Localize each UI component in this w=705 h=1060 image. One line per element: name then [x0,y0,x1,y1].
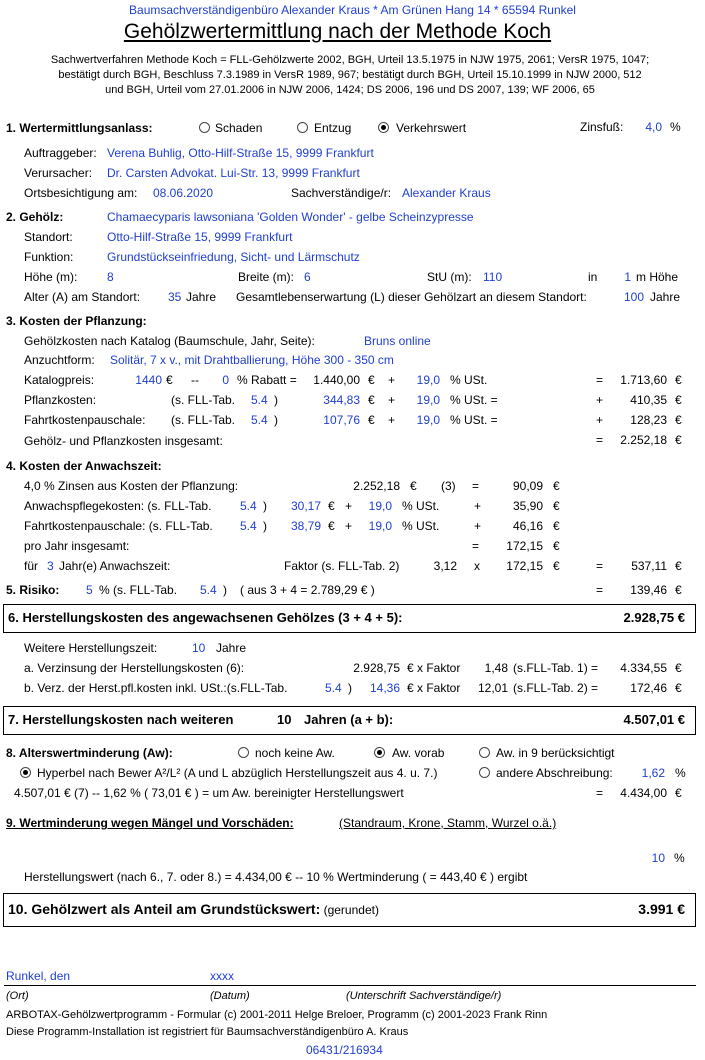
verzinsung-a-faktor: 1,48 [484,661,508,675]
euro-sign: € [675,373,682,387]
euro-sign: € [675,583,682,597]
verzinsung-b-tab2: (s.FLL-Tab. 2) = [513,681,599,695]
radio-entzug-label: Entzug [314,121,352,135]
plus-sign: + [345,519,353,533]
section6-result: 2.928,75 € [623,610,685,625]
stu-label: StU (m): [427,270,472,284]
funktion-label: Funktion: [24,250,74,264]
plus-sign: + [596,393,604,407]
auftraggeber-label: Auftraggeber: [24,146,97,160]
verzinsung-a-result: 4.334,55 [620,661,667,675]
plus-sign: + [474,519,482,533]
total-fahrt: 128,23 [630,413,667,427]
euro-sign: € [553,559,560,573]
pro-jahr-label: pro Jahr insgesamt: [24,539,130,553]
pflanz-tab-value[interactable]: 5.4 [251,393,268,407]
legal-basis-2: bestätigt durch BGH, Beschluss 7.3.1989 in VersR 1989, 967; bestätigt durch BGH, Urteil 15.10.1999 in NJW 2000, 512 [58,69,642,81]
euro-sign: € [368,373,375,387]
equals-sign: = [472,479,480,493]
risiko-tab[interactable]: 5.4 [200,583,217,597]
section2-heading: 2. Gehölz: [6,210,64,224]
faktor-value: 3,12 [433,559,457,573]
paren-close: ) [223,583,227,597]
weitere-zeit-value[interactable]: 10 [192,641,206,655]
plus-sign: + [345,499,353,513]
euro-sign: € [675,661,682,675]
sachverstaendiger-label: Sachverständige/r: [291,186,392,200]
zinsfuss-value[interactable]: 4,0 [645,120,662,134]
herstellungswert-line: Herstellungswert (nach 6., 7. oder 8.) = 4.434,00 € -- 10 % Wertminderung ( = 443,40 € ) ergibt [24,870,528,884]
total-katalog: 1.713,60 [620,373,667,387]
euro-sign: € [166,373,173,387]
anwachszeit-jahre[interactable]: 3 [47,559,54,573]
alterswert-line: 4.507,01 € (7) -- 1,62 % ( 73,01 € ) = um Aw. bereinigter Herstellungswert [14,786,404,800]
pflanzkosten-label: Pflanzkosten: [24,393,97,407]
hoehe-label: Höhe (m): [24,270,78,284]
verursacher-label: Verursacher: [24,166,93,180]
section8-heading: 8. Alterswertminderung (Aw): [6,746,173,760]
euro-sign: € [675,413,682,427]
breite-label: Breite (m): [238,270,295,284]
euro-sign: € [675,559,682,573]
total-pflanz: 410,35 [630,393,667,407]
anwachs-fahrt-netto[interactable]: 38,79 [290,519,321,533]
euro-sign: € [553,519,560,533]
registration-line: Diese Programm-Installation ist registriert für Baumsachverständigenbüro A. Kraus [6,1026,409,1038]
auftraggeber-value[interactable]: Verena Buhlig, Otto-Hilf-Straße 15, 9999 Frankfurt [107,146,374,160]
office-line: Baumsachverständigenbüro Alexander Kraus * Am Grünen Hang 14 * 65594 Runkel [129,3,576,17]
verzinsung-b-netto[interactable]: 14,36 [369,681,400,695]
breite-value[interactable]: 6 [304,270,311,284]
in-label: in [588,270,598,284]
standort-label: Standort: [24,230,73,244]
radio-andere[interactable] [479,767,490,778]
anwachs-fahrt-label: Fahrtkostenpauschale: (s. FLL-Tab. [24,519,213,533]
verzinsung-a-base: 2.928,75 [353,661,400,675]
zinsen-base: 2.252,18 [353,479,400,493]
ust-label: % USt. = [450,413,498,427]
fahrt-netto[interactable]: 107,76 [323,413,360,427]
anwachspflege-label: Anwachspflegekosten: (s. FLL-Tab. [24,499,212,513]
anzucht-value[interactable]: Solitär, 7 x v., mit Drahtballierung, Höhe 300 - 350 cm [110,353,394,367]
rabatt-value[interactable]: 0 [222,373,229,387]
radio-verkehrswert-label: Verkehrswert [396,121,467,135]
paren-close: ) [274,413,278,427]
gesamtleben-label: Gesamtlebenserwartung (L) dieser Gehölzart an diesem Standort: [236,290,587,304]
radio-aw-vorab[interactable] [374,747,385,758]
fll-tab-label: (s. FLL-Tab. [171,413,236,427]
zinsen-ref: (3) [441,479,456,493]
radio-hyperbel-label: Hyperbel nach Bewer A²/L² (A und L abzüglich Herstellungszeit aus 4. u. 7.) [37,766,438,780]
risiko-label: % (s. FLL-Tab. [99,583,178,597]
section1-heading: 1. Wertermittlungsanlass: [6,121,153,135]
euro-sign: € [410,479,417,493]
anwachskosten-result: 537,11 [631,559,667,573]
equals-sign: = [596,373,604,387]
paren-close: ) [263,519,267,533]
euro-sign: € [328,519,335,533]
gehoelz-value[interactable]: Chamaecyparis lawsoniana 'Golden Wonder' - gelbe Scheinzypresse [107,210,474,224]
verzinsung-b-faktor-label: € x Faktor [407,681,461,695]
gesamtleben-unit: Jahre [650,290,681,304]
stu-value[interactable]: 110 [483,270,503,284]
katalog-label: Gehölzkosten nach Katalog (Baumschule, Jahr, Seite): [24,334,315,348]
section9-detail: (Standraum, Krone, Stamm, Wurzel o.ä.) [339,816,557,830]
times-sign: x [474,559,480,573]
anwachspflege-tab[interactable]: 5.4 [240,499,257,513]
ort-value[interactable]: Runkel, den [6,969,71,983]
verzinsung-b-faktor: 12,01 [477,681,508,695]
plus-sign: + [596,413,604,427]
zinsfuss-label: Zinsfuß: [580,120,624,134]
ust-fahrt[interactable]: 19,0 [416,413,440,427]
risiko-pct[interactable]: 5 [86,583,93,597]
euro-sign: € [553,539,560,553]
hoehe-value[interactable]: 8 [107,270,114,284]
phone-number: 06431/216934 [306,1043,383,1057]
copyright-line: ARBOTAX-Gehölzwertprogramm - Formular (c) 2001-2011 Helge Breloer, Programm (c) 2001-2023 Frank Rinn [6,1009,548,1021]
section10-note: (gerundet) [323,903,379,917]
zinsfuss-unit: % [670,120,681,134]
gesamtleben-value[interactable]: 100 [624,290,645,304]
abschreibung-unit: % [675,766,686,780]
alterswert-result: 4.434,00 [620,786,667,800]
gesamtkosten-label: Gehölz- und Pflanzkosten insgesamt: [24,434,223,448]
fahrt-tab-value[interactable]: 5.4 [251,413,268,427]
verzinsung-b-result: 172,46 [630,681,667,695]
section10-heading-wrap [8,902,379,917]
gesamtkosten-value: 2.252,18 [620,433,667,447]
radio-keine-aw[interactable] [238,747,249,758]
ust-pflanz[interactable]: 19,0 [416,393,440,407]
wertminderung-pct[interactable]: 10 [651,851,665,865]
dash-separator: -- [191,373,199,387]
messhoehe-unit: m Höhe [636,270,679,284]
paren-close: ) [348,681,352,695]
plus-sign: + [474,499,482,513]
netto-katalog: 1.440,00 [313,373,360,387]
section3-heading: 3. Kosten der Pflanzung: [6,314,147,328]
euro-sign: € [368,413,375,427]
euro-sign: € [675,433,682,447]
legal-basis-3: und BGH, Urteil vom 27.01.2006 in NJW 2006, 1424; DS 2006, 196 und DS 2007, 139; WF 2006, 65 [105,84,595,96]
section10-result: 3.991 € [638,901,685,917]
anwachs-fahrt-value: 46,16 [512,519,543,533]
paren-close: ) [263,499,267,513]
section10-heading: 10. Gehölzwert als Anteil am Grundstückswert: [8,901,321,917]
rabatt-label: % Rabatt = [237,373,297,387]
faktor-label: Faktor (s. FLL-Tab. 2) [284,559,400,573]
pro-jahr-value: 172,15 [506,539,543,553]
radio-aw-in-9[interactable] [479,747,490,758]
verzinsung-b-label: b. Verz. der Herst.pfl.kosten inkl. USt.:(s.FLL-Tab. [24,681,288,695]
fll-tab-label: (s. FLL-Tab. [171,393,236,407]
risiko-result: 139,46 [630,583,667,597]
zinsen-value: 90,09 [512,479,543,493]
section7-heading-end: Jahren (a + b): [304,712,394,727]
funktion-value[interactable]: Grundstückseinfriedung, Sicht- und Lärmschutz [107,250,360,264]
section7-result: 4.507,01 € [623,712,685,727]
ust-label: % USt. [402,519,440,533]
equals-sign: = [472,539,480,553]
legal-basis-1: Sachwertverfahren Methode Koch = FLL-Gehölzwerte 2002, BGH, Urteil 13.5.1975 in NJW 1975, 2061; VersR 1975, 1047; [50,54,650,66]
section7-heading: 7. Herstellungskosten nach weiteren [8,712,234,727]
verzinsung-b-tab[interactable]: 5.4 [325,681,342,695]
weitere-zeit-unit: Jahre [216,641,247,655]
anwachspflege-ust[interactable]: 19,0 [368,499,392,513]
alter-value[interactable]: 35 [168,290,182,304]
messhoehe-value[interactable]: 1 [624,270,631,284]
ust-katalog[interactable]: 19,0 [416,373,440,387]
ust-label: % USt. [450,373,488,387]
radio-andere-label: andere Abschreibung: [496,766,613,780]
besichtigung-label: Ortsbesichtigung am: [24,186,138,200]
anwachs-fahrt-ust[interactable]: 19,0 [368,519,392,533]
anwachspflege-netto[interactable]: 30,17 [290,499,321,513]
verzinsung-a-label: a. Verzinsung der Herstellungskosten (6): [24,661,245,675]
ort-caption: (Ort) [6,990,29,1002]
radio-entzug[interactable] [297,122,308,133]
section5-heading: 5. Risiko: [6,583,60,597]
verzinsung-a-faktor-label: € x Faktor [407,661,461,675]
euro-sign: € [553,499,560,513]
datum-value[interactable]: xxxx [210,969,234,983]
euro-sign: € [675,786,682,800]
section7-jahre: 10 [277,712,292,727]
radio-verkehrswert[interactable] [378,122,389,133]
abschreibung-value[interactable]: 1,62 [641,766,665,780]
section6-heading: 6. Herstellungskosten des angewachsenen Gehölzes (3 + 4 + 5): [8,610,403,625]
weitere-zeit-label: Weitere Herstellungszeit: [24,641,158,655]
zinsen-label: 4,0 % Zinsen aus Kosten der Pflanzung: [24,479,239,493]
ust-label: % USt. [402,499,440,513]
besichtigung-value[interactable]: 08.06.2020 [153,186,214,200]
euro-sign: € [675,681,682,695]
anzucht-label: Anzuchtform: [24,353,95,367]
fuer-label: für [24,559,39,573]
euro-sign: € [368,393,375,407]
verzinsung-a-tab: (s.FLL-Tab. 1) = [513,661,599,675]
anwachs-fahrt-tab[interactable]: 5.4 [240,519,257,533]
wertminderung-unit: % [674,851,685,865]
radio-schaden[interactable] [199,122,210,133]
ust-label: % USt. = [450,393,498,407]
euro-sign: € [553,479,560,493]
plus-sign: + [388,373,396,387]
euro-sign: € [328,499,335,513]
equals-sign: = [596,559,604,573]
section4-heading: 4. Kosten der Anwachszeit: [6,459,162,473]
radio-schaden-label: Schaden [215,121,263,135]
page-title: Gehölzwertermittlung nach der Methode Koch [123,20,552,43]
sachverstaendiger-value[interactable]: Alexander Kraus [402,186,491,200]
risiko-calc: ( aus 3 + 4 = 2.789,29 € ) [240,583,375,597]
anwachszeit-label: Jahr(e) Anwachszeit: [59,559,171,573]
equals-sign: = [596,583,604,597]
euro-sign: € [675,393,682,407]
verursacher-value[interactable]: Dr. Carsten Advokat. Lui-Str. 13, 9999 Frankfurt [107,166,360,180]
alter-label: Alter (A) am Standort: [24,290,141,304]
katalogpreis-value[interactable]: 1440 [135,373,162,387]
plus-sign: + [388,413,396,427]
paren-close: ) [274,393,278,407]
faktor-base: 172,15 [506,559,543,573]
pflanz-netto[interactable]: 344,83 [323,393,360,407]
radio-aw-in-9-label: Aw. in 9 berücksichtigt [496,746,615,760]
alter-unit: Jahre [186,290,217,304]
katalog-value[interactable]: Bruns online [364,334,431,348]
unterschrift-caption: (Unterschrift Sachverständige/r) [346,990,502,1002]
equals-sign: = [596,786,604,800]
radio-keine-aw-label: noch keine Aw. [255,746,335,760]
section9-heading: 9. Wertminderung wegen Mängel und Vorschäden: [6,816,294,830]
standort-value[interactable]: Otto-Hilf-Straße 15, 9999 Frankfurt [107,230,293,244]
radio-aw-vorab-label: Aw. vorab [392,746,445,760]
katalogpreis-label: Katalogpreis: [24,373,95,387]
anwachspflege-value: 35,90 [512,499,543,513]
plus-sign: + [388,393,396,407]
equals-sign: = [596,433,604,447]
signature-divider [4,985,696,986]
datum-caption: (Datum) [210,990,250,1002]
radio-hyperbel[interactable] [20,767,31,778]
fahrtkosten-label: Fahrtkostenpauschale: [24,413,146,427]
